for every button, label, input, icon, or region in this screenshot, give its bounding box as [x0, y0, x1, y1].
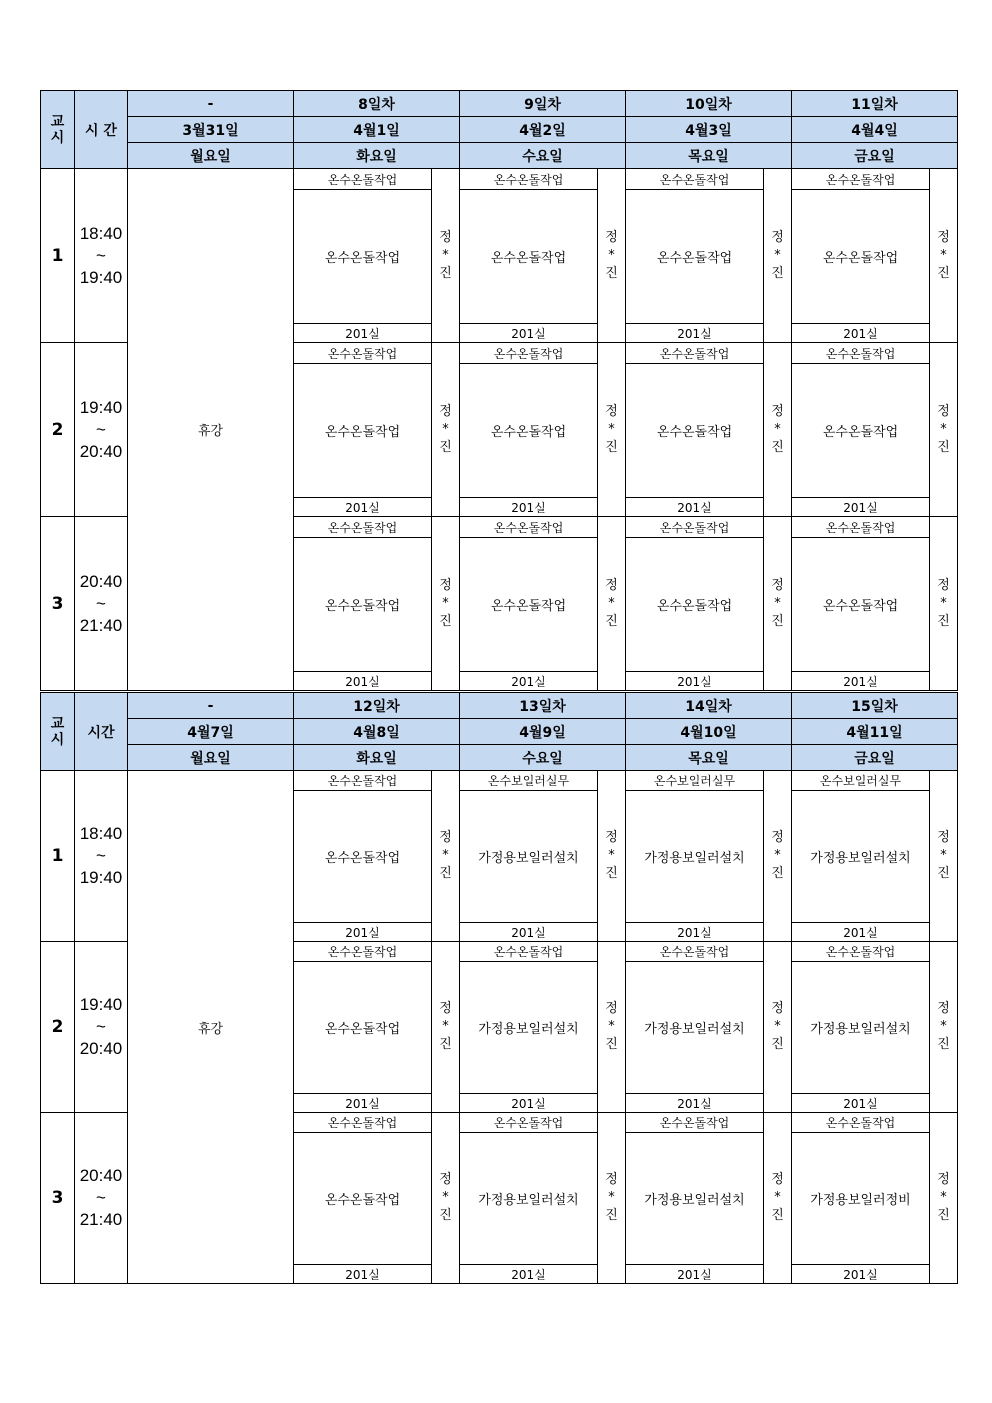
teacher-cell: 정 * 진 [432, 771, 460, 942]
subject-title: 온수온돌작업 [460, 169, 598, 190]
time-end: 20:40 [79, 1039, 123, 1058]
room-cell: 201실 [460, 672, 598, 691]
subject-title: 온수온돌작업 [626, 517, 764, 538]
date-cell: 3월31일 [128, 117, 294, 143]
day-number: 12일차 [294, 693, 460, 719]
class-content: 가정용보일러설치 [460, 962, 598, 1094]
date-cell: 4월9일 [460, 719, 626, 745]
period-number: 2 [41, 942, 75, 1113]
teacher-cell: 정 * 진 [598, 1113, 626, 1284]
day-number: 8일차 [294, 91, 460, 117]
date-cell: 4월1일 [294, 117, 460, 143]
room-cell: 201실 [294, 498, 432, 517]
class-content: 온수온돌작업 [626, 190, 764, 324]
subject-title: 온수온돌작업 [626, 942, 764, 962]
day-number: - [128, 693, 294, 719]
weekday-cell: 화요일 [294, 143, 460, 169]
weekday-cell: 월요일 [128, 143, 294, 169]
schedule-table-week-1 [40, 90, 958, 691]
schedule-table-week-2 [40, 692, 958, 1284]
class-content: 온수온돌작업 [626, 538, 764, 672]
subject-title: 온수온돌작업 [460, 942, 598, 962]
weekday-cell: 목요일 [626, 745, 792, 771]
class-content: 온수온돌작업 [294, 791, 432, 923]
subject-title: 온수온돌작업 [626, 1113, 764, 1133]
room-cell: 201실 [294, 324, 432, 343]
class-content: 가정용보일러정비 [792, 1133, 930, 1265]
time-end: 21:40 [79, 615, 123, 635]
room-cell: 201실 [792, 1265, 930, 1284]
subject-title: 온수온돌작업 [792, 169, 930, 190]
room-cell: 201실 [460, 1265, 598, 1284]
timetable [40, 90, 958, 691]
weekday-cell: 화요일 [294, 745, 460, 771]
teacher-cell: 정 * 진 [764, 169, 792, 343]
room-cell: 201실 [626, 923, 764, 942]
class-content: 온수온돌작업 [294, 1133, 432, 1265]
subject-title: 온수보일러실무 [460, 771, 598, 791]
class-content: 온수온돌작업 [294, 190, 432, 324]
weekday-cell: 금요일 [792, 143, 958, 169]
period-header: 교 시 [41, 693, 75, 771]
class-content: 가정용보일러설치 [626, 1133, 764, 1265]
time-header: 시 간 [75, 91, 128, 169]
subject-title: 온수온돌작업 [792, 343, 930, 364]
day-number: - [128, 91, 294, 117]
teacher-cell: 정 * 진 [930, 771, 958, 942]
teacher-cell: 정 * 진 [930, 942, 958, 1113]
teacher-cell: 정 * 진 [432, 343, 460, 517]
teacher-cell: 정 * 진 [598, 942, 626, 1113]
room-cell: 201실 [792, 923, 930, 942]
room-cell: 201실 [294, 1094, 432, 1113]
teacher-cell: 정 * 진 [432, 169, 460, 343]
class-content: 온수온돌작업 [626, 364, 764, 498]
date-cell: 4월8일 [294, 719, 460, 745]
time-header: 시간 [75, 693, 128, 771]
day-number: 15일차 [792, 693, 958, 719]
subject-title: 온수온돌작업 [294, 1113, 432, 1133]
time-tilde: ~ [96, 1017, 106, 1036]
time-start: 19:40 [79, 995, 123, 1014]
teacher-cell: 정 * 진 [764, 771, 792, 942]
class-content: 가정용보일러설치 [460, 791, 598, 923]
time-end: 20:40 [79, 441, 123, 461]
day-number: 10일차 [626, 91, 792, 117]
class-content: 가정용보일러설치 [626, 791, 764, 923]
day-number: 14일차 [626, 693, 792, 719]
subject-title: 온수온돌작업 [294, 942, 432, 962]
period-number: 1 [41, 771, 75, 942]
teacher-cell: 정 * 진 [930, 343, 958, 517]
period-time [75, 942, 128, 1113]
room-cell: 201실 [626, 1094, 764, 1113]
subject-title: 온수온돌작업 [460, 517, 598, 538]
room-cell: 201실 [460, 498, 598, 517]
teacher-cell: 정 * 진 [598, 169, 626, 343]
class-content: 온수온돌작업 [460, 538, 598, 672]
subject-title: 온수온돌작업 [460, 1113, 598, 1133]
period-time [75, 343, 128, 517]
date-cell: 4월2일 [460, 117, 626, 143]
timetable [40, 692, 958, 1284]
subject-title: 온수온돌작업 [626, 169, 764, 190]
subject-title: 온수온돌작업 [792, 517, 930, 538]
class-content: 온수온돌작업 [792, 538, 930, 672]
time-tilde: ~ [96, 593, 106, 613]
time-tilde: ~ [96, 419, 106, 439]
weekday-cell: 수요일 [460, 745, 626, 771]
class-content: 온수온돌작업 [294, 962, 432, 1094]
class-content: 온수온돌작업 [792, 190, 930, 324]
room-cell: 201실 [626, 672, 764, 691]
day-number: 11일차 [792, 91, 958, 117]
date-cell: 4월11일 [792, 719, 958, 745]
time-start: 20:40 [79, 1166, 123, 1185]
class-content: 온수온돌작업 [460, 364, 598, 498]
time-start: 18:40 [79, 824, 123, 843]
time-end: 19:40 [79, 868, 123, 887]
date-cell: 4월3일 [626, 117, 792, 143]
date-cell: 4월4일 [792, 117, 958, 143]
teacher-cell: 정 * 진 [432, 1113, 460, 1284]
date-cell: 4월7일 [128, 719, 294, 745]
rest-cell: 휴강 [128, 169, 294, 691]
class-content: 온수온돌작업 [294, 538, 432, 672]
teacher-cell: 정 * 진 [598, 343, 626, 517]
day-number: 9일차 [460, 91, 626, 117]
room-cell: 201실 [792, 498, 930, 517]
room-cell: 201실 [460, 923, 598, 942]
class-content: 가정용보일러설치 [626, 962, 764, 1094]
subject-title: 온수온돌작업 [626, 343, 764, 364]
time-end: 19:40 [79, 267, 123, 287]
period-time [75, 771, 128, 942]
class-content: 온수온돌작업 [294, 364, 432, 498]
time-start: 19:40 [79, 397, 123, 417]
room-cell: 201실 [460, 324, 598, 343]
class-content: 가정용보일러설치 [792, 791, 930, 923]
class-content: 온수온돌작업 [792, 364, 930, 498]
period-number: 1 [41, 169, 75, 343]
room-cell: 201실 [792, 1094, 930, 1113]
teacher-cell: 정 * 진 [432, 942, 460, 1113]
time-end: 21:40 [79, 1210, 123, 1229]
class-content: 가정용보일러설치 [460, 1133, 598, 1265]
teacher-cell: 정 * 진 [598, 771, 626, 942]
period-number: 3 [41, 517, 75, 691]
room-cell: 201실 [626, 324, 764, 343]
period-time [75, 169, 128, 343]
teacher-cell: 정 * 진 [598, 517, 626, 691]
period-number: 3 [41, 1113, 75, 1284]
subject-title: 온수온돌작업 [460, 343, 598, 364]
period-time [75, 1113, 128, 1284]
room-cell: 201실 [792, 672, 930, 691]
teacher-cell: 정 * 진 [930, 1113, 958, 1284]
weekday-cell: 수요일 [460, 143, 626, 169]
teacher-cell: 정 * 진 [764, 1113, 792, 1284]
room-cell: 201실 [792, 324, 930, 343]
date-cell: 4월10일 [626, 719, 792, 745]
teacher-cell: 정 * 진 [930, 169, 958, 343]
rest-cell: 휴강 [128, 771, 294, 1284]
teacher-cell: 정 * 진 [764, 942, 792, 1113]
subject-title: 온수온돌작업 [294, 517, 432, 538]
subject-title: 온수보일러실무 [626, 771, 764, 791]
day-number: 13일차 [460, 693, 626, 719]
room-cell: 201실 [626, 1265, 764, 1284]
class-content: 가정용보일러설치 [792, 962, 930, 1094]
weekday-cell: 목요일 [626, 143, 792, 169]
room-cell: 201실 [460, 1094, 598, 1113]
time-tilde: ~ [96, 1188, 106, 1207]
period-time [75, 517, 128, 691]
teacher-cell: 정 * 진 [764, 517, 792, 691]
teacher-cell: 정 * 진 [930, 517, 958, 691]
weekday-cell: 금요일 [792, 745, 958, 771]
room-cell: 201실 [294, 1265, 432, 1284]
time-start: 18:40 [79, 223, 123, 243]
room-cell: 201실 [626, 498, 764, 517]
period-number: 2 [41, 343, 75, 517]
teacher-cell: 정 * 진 [764, 343, 792, 517]
subject-title: 온수온돌작업 [294, 771, 432, 791]
room-cell: 201실 [294, 923, 432, 942]
class-content: 온수온돌작업 [460, 190, 598, 324]
time-start: 20:40 [79, 571, 123, 591]
subject-title: 온수온돌작업 [792, 942, 930, 962]
time-tilde: ~ [96, 245, 106, 265]
subject-title: 온수보일러실무 [792, 771, 930, 791]
weekday-cell: 월요일 [128, 745, 294, 771]
period-header: 교 시 [41, 91, 75, 169]
time-tilde: ~ [96, 846, 106, 865]
subject-title: 온수온돌작업 [294, 343, 432, 364]
teacher-cell: 정 * 진 [432, 517, 460, 691]
subject-title: 온수온돌작업 [792, 1113, 930, 1133]
subject-title: 온수온돌작업 [294, 169, 432, 190]
room-cell: 201실 [294, 672, 432, 691]
